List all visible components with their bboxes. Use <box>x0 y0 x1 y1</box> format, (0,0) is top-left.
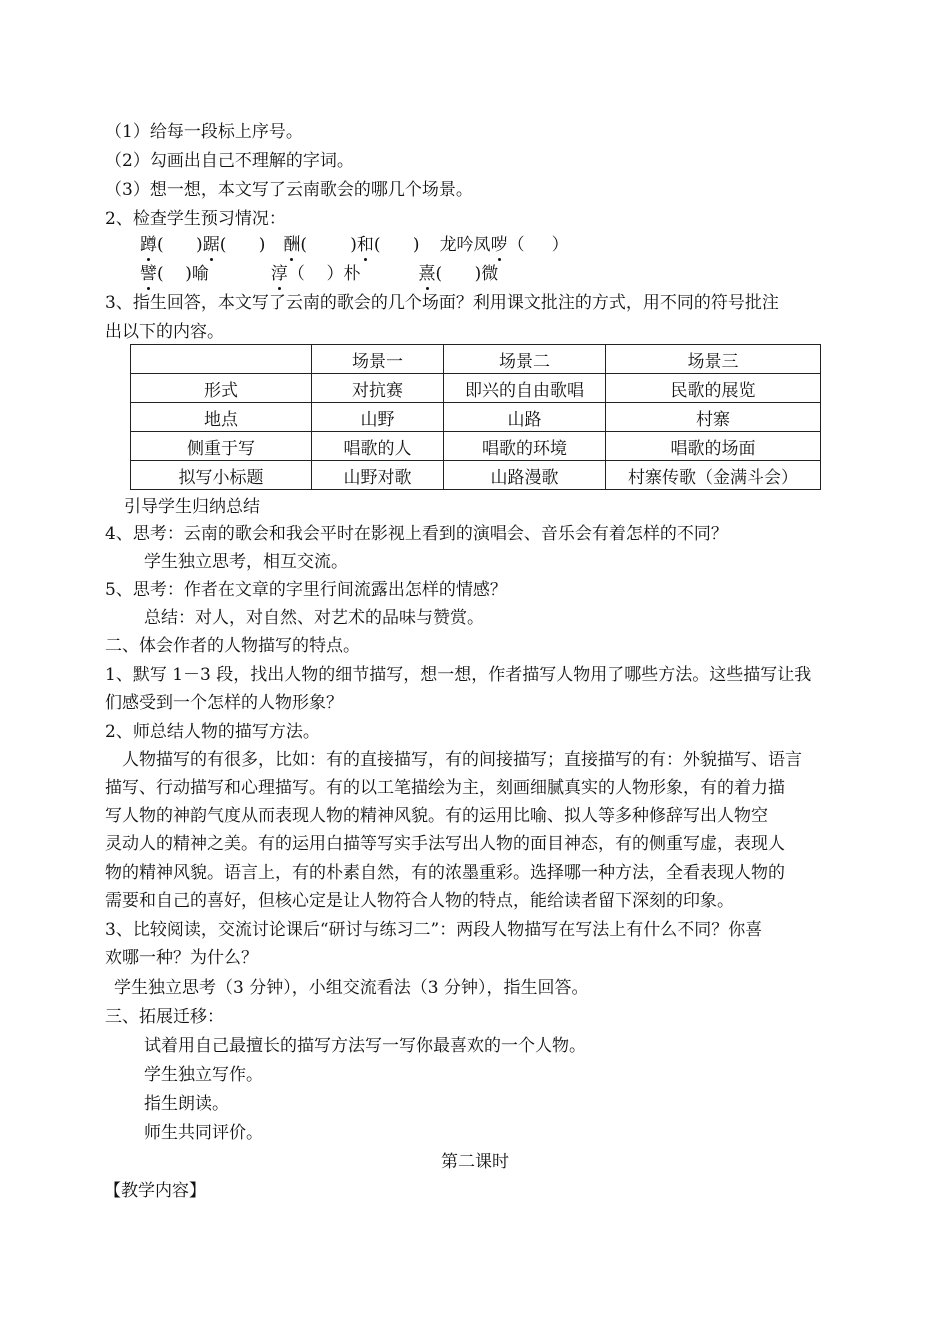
table-row <box>131 374 821 403</box>
dotted-char: 踞 <box>202 235 220 255</box>
table-cell: 村寨传歌（金满斗会） <box>606 461 821 490</box>
table-cell: 即兴的自由歌唱 <box>444 374 606 403</box>
table-cell: 民歌的展览 <box>606 374 821 403</box>
paragraph-line: 描写、行动描写和心理描写。有的以工笔描绘为主，刻画细腻真实的人物形象，有的着力描 <box>105 778 785 798</box>
pinyin-item <box>271 264 361 284</box>
check-heading: 2、检查学生预习情况： <box>105 209 286 229</box>
blank: ( ) <box>157 235 203 255</box>
dotted-char: 蹲 <box>140 235 157 255</box>
paragraph-line: 写人物的神韵气度从而表现人物的精神风貌。有的运用比喻、拟人等多种修辞写出人物空 <box>105 806 768 826</box>
extension-task: 试着用自己最擅长的描写方法写一写你最喜欢的一个人物。 <box>144 1036 586 1056</box>
summary-note: 引导学生归纳总结 <box>124 497 260 517</box>
question-5: 5、思考：作者在文章的字里行间流露出怎样的情感？ <box>105 580 507 600</box>
pinyin-row-2 <box>140 264 840 284</box>
pinyin-item <box>283 235 357 255</box>
task-1-line-1: 1、默写 1－3 段，找出人物的细节描写，想一想，作者描写人物用了哪些方法。这些描写让我 <box>105 665 812 685</box>
paragraph-line: 灵动人的精神之美。有的运用白描等写实手法写出人物的面目神态，有的侧重写虚，表现人 <box>105 834 785 854</box>
question-4: 4、思考：云南的歌会和我会平时在影视上看到的演唱会、音乐会有着怎样的不同？ <box>105 524 728 544</box>
section-3-heading: 三、拓展迁移： <box>105 1007 224 1027</box>
table-cell: 拟写小标题 <box>131 461 312 490</box>
pinyin-item <box>140 235 203 255</box>
extension-step: 指生朗读。 <box>144 1094 229 1114</box>
dotted-char: 譬 <box>140 264 157 284</box>
dotted-char: 酬 <box>283 235 301 255</box>
prep-step-2: （2）勾画出自己不理解的字词。 <box>105 151 354 171</box>
table-row <box>131 461 821 490</box>
blank: （ ） <box>507 235 569 255</box>
pinyin-item <box>203 235 266 255</box>
table-cell: 山野 <box>312 403 444 432</box>
task-3-answer: 学生独立思考（3 分钟），小组交流看法（3 分钟），指生回答。 <box>114 978 589 998</box>
table-header-row <box>131 345 821 374</box>
table-row <box>131 432 821 461</box>
plain-text: 龙吟凤 <box>439 235 491 255</box>
task-1-line-2: 们感受到一个怎样的人物形象？ <box>105 693 343 713</box>
dotted-char: 和 <box>356 235 374 255</box>
pinyin-item <box>419 264 499 284</box>
lesson-2-title: 第二课时 <box>441 1152 509 1172</box>
table-cell: 形式 <box>131 374 312 403</box>
table-header-cell: 场景二 <box>444 345 606 374</box>
paragraph-line: 人物描写的有很多，比如：有的直接描写，有的间接描写；直接描写的有：外貌描写、语言 <box>122 750 802 770</box>
blank: ( ) <box>219 235 266 255</box>
blank: ( )微 <box>435 264 499 284</box>
question-4-answer: 学生独立思考，相互交流。 <box>144 552 348 572</box>
blank: ( ) <box>373 235 420 255</box>
extension-step: 师生共同评价。 <box>144 1123 263 1143</box>
task-3-line-2: 欢哪一种？为什么？ <box>105 948 258 968</box>
table-cell: 唱歌的人 <box>312 432 444 461</box>
paragraph-line: 需要和自己的喜好，但核心定是让人物符合人物的特点，能给读者留下深刻的印象。 <box>105 891 734 911</box>
table-cell: 山路 <box>444 403 606 432</box>
table-cell: 唱歌的环境 <box>444 432 606 461</box>
section-2-heading: 二、体会作者的人物描写的特点。 <box>105 636 360 656</box>
question-3-line-1: 3、指生回答，本文写了云南的歌会的几个场面？利用课文批注的方式，用不同的符号批注 <box>105 293 779 313</box>
dotted-char: 哕 <box>490 235 508 255</box>
task-3-line-1: 3、比较阅读，交流讨论课后“研讨与练习二”：两段人物描写在写法上有什么不同？你喜 <box>105 920 763 940</box>
pinyin-item <box>357 235 420 255</box>
table-header-cell: 场景一 <box>312 345 444 374</box>
pinyin-item <box>140 264 209 284</box>
table-row <box>131 403 821 432</box>
table-cell <box>131 345 312 374</box>
question-3-line-2: 出以下的内容。 <box>105 322 224 342</box>
table-cell: 山野对歌 <box>312 461 444 490</box>
pinyin-row-1 <box>140 235 840 255</box>
pinyin-item <box>440 235 569 255</box>
blank: （ ）朴 <box>287 264 361 284</box>
table-cell: 山路漫歌 <box>444 461 606 490</box>
dotted-char: 熹 <box>418 264 436 284</box>
blank: ( ) <box>300 235 357 255</box>
table-cell: 对抗赛 <box>312 374 444 403</box>
table-header-cell: 场景三 <box>606 345 821 374</box>
blank: ( )喻 <box>157 264 209 284</box>
scene-table <box>130 344 821 490</box>
teaching-content-heading: 【教学内容】 <box>104 1181 206 1201</box>
dotted-char: 淳 <box>270 264 288 284</box>
table-cell: 侧重于写 <box>131 432 312 461</box>
task-2: 2、师总结人物的描写方法。 <box>105 722 320 742</box>
prep-step-1: （1）给每一段标上序号。 <box>105 122 303 142</box>
extension-step: 学生独立写作。 <box>144 1065 263 1085</box>
prep-step-3: （3）想一想，本文写了云南歌会的哪几个场景。 <box>105 180 473 200</box>
table-cell: 村寨 <box>606 403 821 432</box>
table-cell: 唱歌的场面 <box>606 432 821 461</box>
question-5-answer: 总结：对人，对自然、对艺术的品味与赞赏。 <box>144 608 484 628</box>
table-cell: 地点 <box>131 403 312 432</box>
paragraph-line: 物的精神风貌。语言上，有的朴素自然，有的浓墨重彩。选择哪一种方法，全看表现人物的 <box>105 863 785 883</box>
